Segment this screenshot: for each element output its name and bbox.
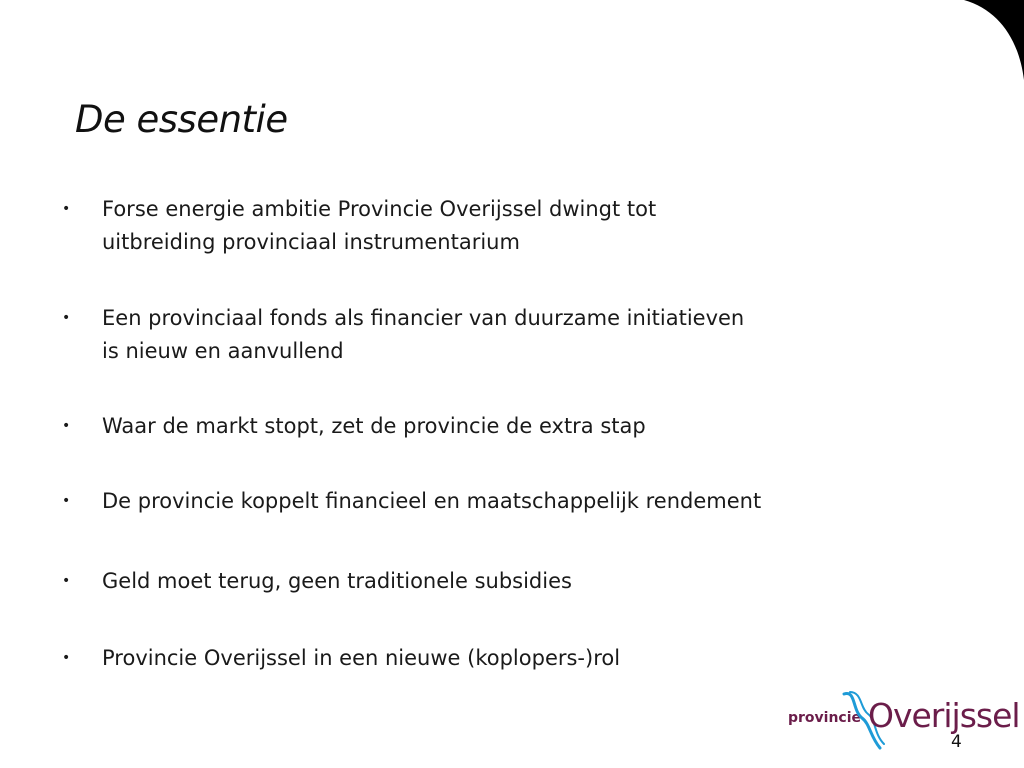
bullet-dot: • (62, 310, 71, 326)
bullet-dot: • (62, 418, 71, 434)
bullet-dot: • (62, 201, 71, 217)
corner-decoration (964, 0, 1024, 80)
bullet-item (62, 565, 942, 598)
bullet-dot: • (62, 493, 71, 509)
bullet-dot: • (62, 650, 71, 666)
bullet-item (62, 410, 942, 443)
slide-title: De essentie (75, 98, 288, 141)
bullet-text: Waar de markt stopt, zet de provincie de extra stap (102, 414, 646, 438)
bullet-text-line2: uitbreiding provinciaal instrumentarium (102, 230, 520, 254)
bullet-dot: • (62, 573, 71, 589)
logo-big-text: Overijssel (868, 696, 1020, 735)
logo-small-text: provincie (788, 710, 862, 726)
provincie-overijssel-logo (788, 688, 1020, 754)
bullet-item (62, 302, 942, 368)
bullet-text: De provincie koppelt financieel en maatschappelijk rendement (102, 489, 762, 513)
bullet-text: Geld moet terug, geen traditionele subsidies (102, 569, 572, 593)
bullet-item (62, 485, 942, 518)
page-number: 4 (951, 732, 962, 752)
bullet-text-line1: Forse energie ambitie Provincie Overijssel dwingt tot (102, 197, 657, 221)
bullet-item (62, 642, 942, 675)
bullet-text-line2: is nieuw en aanvullend (102, 339, 344, 363)
bullet-item (62, 193, 942, 259)
bullet-text-line1: Een provinciaal fonds als financier van duurzame initiatieven (102, 306, 745, 330)
bullet-text: Provincie Overijssel in een nieuwe (koplopers-)rol (102, 646, 621, 670)
